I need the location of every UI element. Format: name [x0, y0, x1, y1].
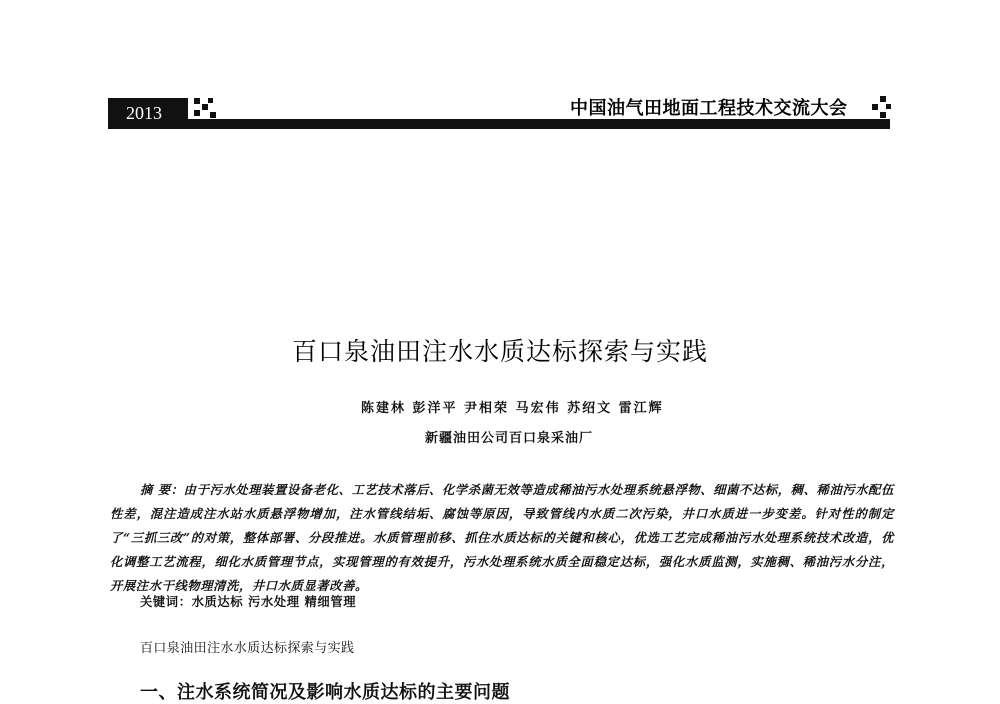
header-decoration-left: [194, 98, 218, 120]
header-decoration-right: [872, 96, 892, 120]
abstract-label: 摘 要：: [140, 482, 184, 497]
journal-title: 中国油气田地面工程技术交流大会: [570, 98, 848, 119]
abstract-text: 由于污水处理装置设备老化、工艺技术落后、化学杀菌无效等造成稀油污水处理系统悬浮物、细菌不达标，稠、稀油污水配伍性差，混注造成注水站水质悬浮物增加，注水管线结垢、腐蚀等原因，导致管线内水质二次污染，井口水质进一步变差。针对性的制定了“三抓三改”的对策，整体部署、分段推进。水质管理前移、抓住水质达标的关键和核心，优选工艺完成稀油污水处理系统技术改造，优化调整工艺流程，细化水质管理节点，实现管理的有效提升，污水处理系统水质全面稳定达标，强化水质监测，实施稠、稀油污水分注，开展注水干线物理清洗，井口水质显著改善。: [110, 482, 894, 593]
author-list: 陈建林 彭洋平 尹相荣 马宏伟 苏绍文 雷江辉: [361, 401, 664, 416]
year-label: 2013: [108, 98, 188, 129]
keywords-text: 水质达标 污水处理 精细管理: [191, 594, 357, 609]
paper-title: 百口泉油田注水水质达标探索与实践: [291, 337, 708, 366]
section-heading: 一、注水系统简况及影响水质达标的主要问题: [140, 682, 510, 703]
keywords-label: 关键词：: [140, 594, 192, 609]
keywords: [140, 592, 356, 610]
header-rule: [108, 119, 890, 129]
body-title: 百口泉油田注水水质达标探索与实践: [140, 641, 355, 656]
abstract: [110, 478, 894, 598]
author-affiliation: 新疆油田公司百口泉采油厂: [425, 431, 594, 446]
